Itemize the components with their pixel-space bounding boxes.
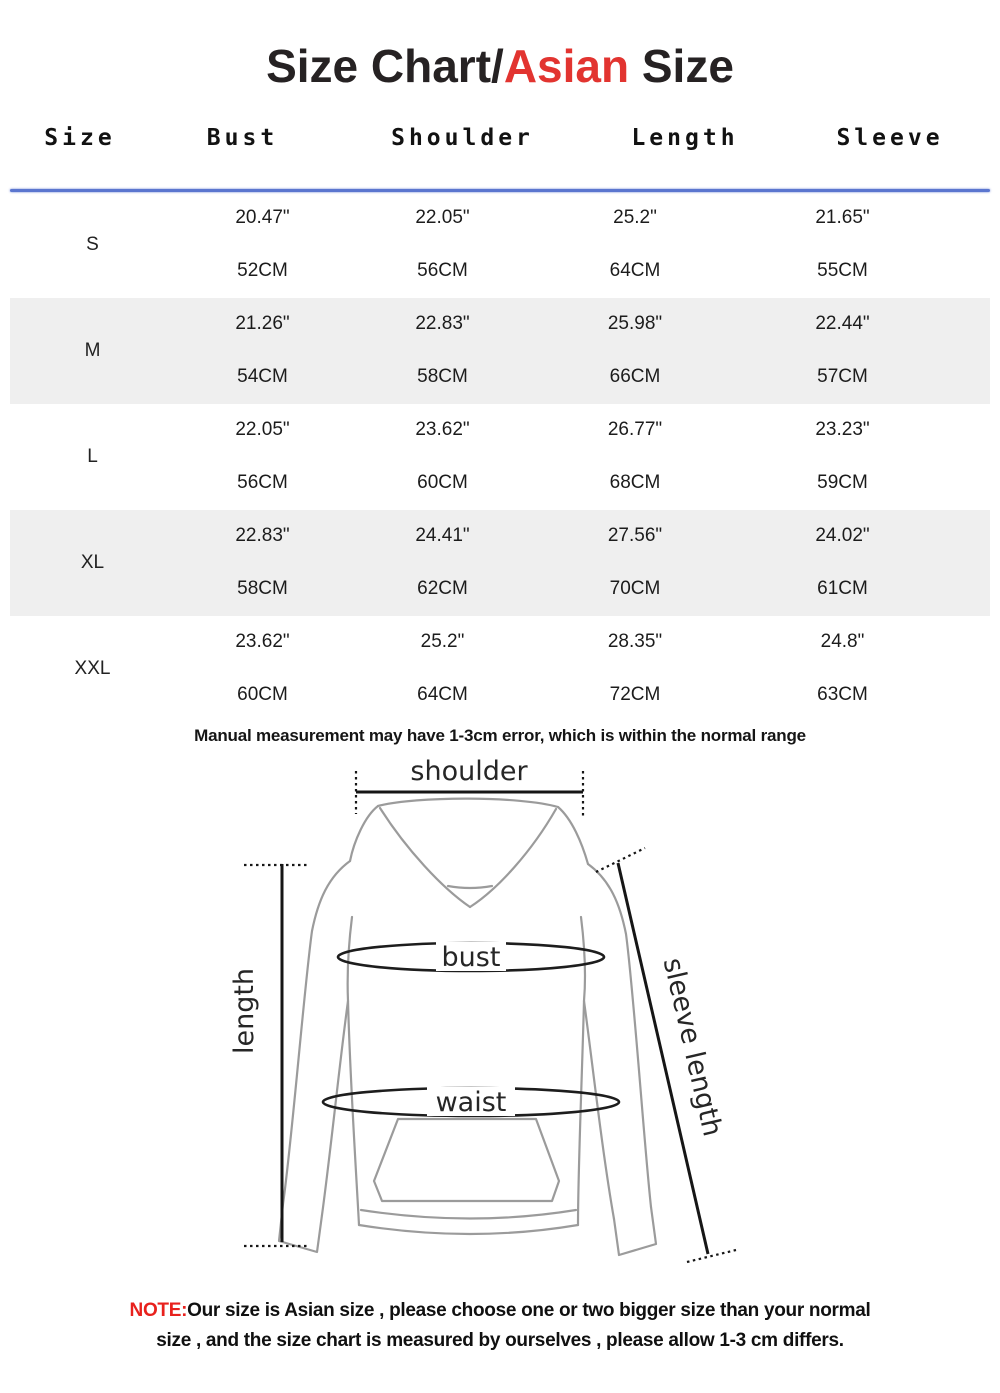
sleeve-cm-value: 59CM <box>817 472 868 494</box>
sleeve-inch-value: 22.44" <box>815 313 870 335</box>
title-highlight: Asian <box>503 40 630 92</box>
bust-cm-value: 60CM <box>237 684 288 706</box>
footer-note-line2: size , and the size chart is measured by ourselves , please allow 1-3 cm differs. <box>156 1329 844 1351</box>
bust-cm-value: 54CM <box>237 366 288 388</box>
shoulder-inch-value: 24.41" <box>415 525 470 547</box>
footer-note-line1: Our size is Asian size , please choose one or two bigger size than your normal <box>187 1299 871 1321</box>
length-cm-value: 68CM <box>609 472 661 494</box>
page-title <box>0 40 1000 93</box>
hoodie-measurement-diagram <box>226 749 746 1284</box>
length-inch-value: 27.56" <box>607 525 663 547</box>
bust-inch-value: 22.05" <box>235 419 290 441</box>
size-label: XXL <box>74 657 111 679</box>
hoodie-outline <box>279 799 656 1255</box>
length-cm-value: 72CM <box>609 684 661 706</box>
table-row <box>10 298 990 404</box>
shoulder-cm-value: 60CM <box>417 472 468 494</box>
diagram-labels <box>229 756 728 1139</box>
size-table-body <box>0 192 1000 722</box>
sleeve-cm-value: 55CM <box>817 260 868 282</box>
shoulder-cm-value: 56CM <box>417 260 468 282</box>
table-header-row <box>0 125 1000 151</box>
size-label: L <box>87 445 98 467</box>
sleeve-inch-value: 21.65" <box>815 207 870 229</box>
bust-inch-value: 20.47" <box>235 207 290 229</box>
table-row <box>10 404 990 510</box>
bust-inch-value: 23.62" <box>235 631 290 653</box>
title-part2: Size <box>629 40 734 92</box>
size-label: M <box>84 339 101 361</box>
header-length: Length <box>631 124 739 151</box>
length-inch-value: 25.2" <box>613 207 657 229</box>
length-label: length <box>229 967 260 1054</box>
measurement-lines <box>244 771 736 1262</box>
footer-note <box>45 1296 955 1356</box>
table-row <box>10 616 990 722</box>
length-cm-value: 66CM <box>609 366 661 388</box>
shoulder-inch-value: 25.2" <box>420 631 465 653</box>
shoulder-cm-value: 64CM <box>417 684 468 706</box>
shoulder-inch-value: 22.05" <box>415 207 470 229</box>
sleeve-cm-value: 57CM <box>817 366 868 388</box>
length-cm-value: 64CM <box>609 260 661 282</box>
header-shoulder: Shoulder <box>391 124 534 151</box>
bust-label: bust <box>441 941 501 973</box>
table-row <box>10 510 990 616</box>
length-cm-value: 70CM <box>609 578 661 600</box>
size-label: XL <box>80 551 105 573</box>
size-label: S <box>86 233 99 255</box>
sleeve-length-label: sleeve length <box>656 954 728 1140</box>
hoodie-diagram-svg <box>226 749 746 1279</box>
bust-cm-value: 56CM <box>237 472 288 494</box>
shoulder-cm-value: 58CM <box>417 366 468 388</box>
length-inch-value: 28.35" <box>607 631 663 653</box>
sleeve-cm-value: 61CM <box>817 578 868 600</box>
sleeve-inch-value: 23.23" <box>815 419 870 441</box>
waist-label: waist <box>435 1086 507 1118</box>
bust-cm-value: 58CM <box>237 578 288 600</box>
length-inch-value: 26.77" <box>607 419 663 441</box>
shoulder-inch-value: 23.62" <box>415 419 470 441</box>
table-row <box>10 192 990 298</box>
header-bust: Bust <box>206 124 279 151</box>
shoulder-cm-value: 62CM <box>417 578 468 600</box>
shoulder-label: shoulder <box>410 755 528 787</box>
measurement-tolerance-note: Manual measurement may have 1-3cm error, which is within the normal range <box>194 725 806 745</box>
bust-cm-value: 52CM <box>237 260 288 282</box>
header-sleeve: Sleeve <box>836 124 944 151</box>
bust-inch-value: 22.83" <box>235 525 290 547</box>
length-inch-value: 25.98" <box>607 313 663 335</box>
title-part1: Size Chart/ <box>266 40 504 92</box>
header-size: Size <box>44 124 116 151</box>
footer-note-prefix: NOTE: <box>129 1299 188 1321</box>
sleeve-inch-value: 24.8" <box>820 631 865 653</box>
shoulder-inch-value: 22.83" <box>415 313 470 335</box>
bust-inch-value: 21.26" <box>235 313 290 335</box>
sleeve-inch-value: 24.02" <box>815 525 870 547</box>
sleeve-cm-value: 63CM <box>817 684 868 706</box>
